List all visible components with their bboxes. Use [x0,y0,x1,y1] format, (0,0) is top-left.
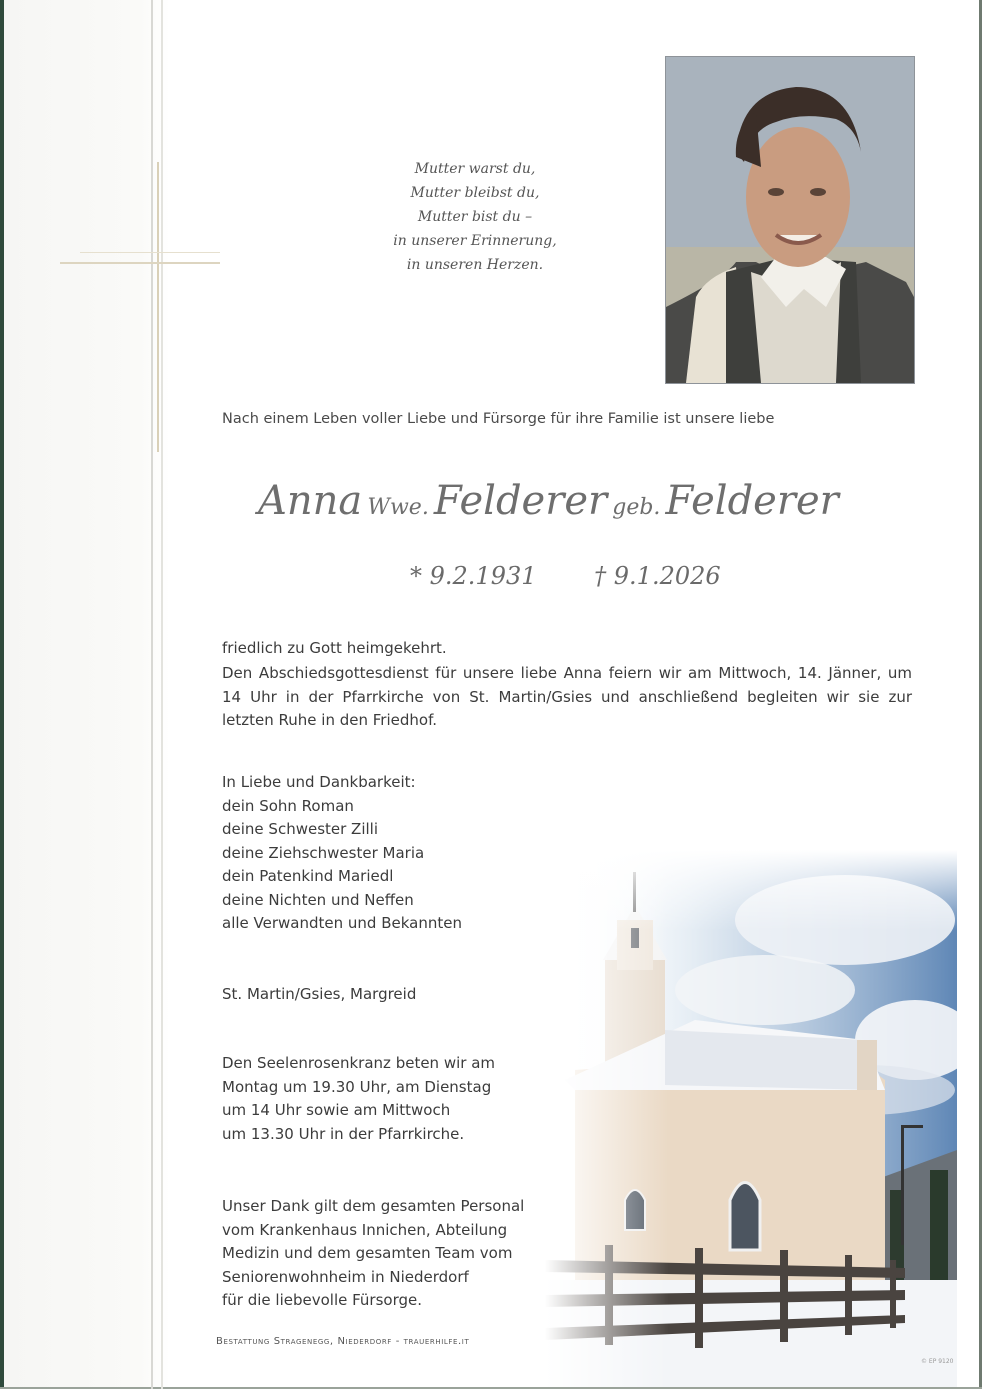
poem-line: Mutter bist du – [417,209,533,225]
family-line: In Liebe und Dankbarkeit: [222,773,416,791]
death-date: † 9.1.2026 [594,562,721,590]
family-line: deine Schwester Zilli [222,820,378,838]
memorial-poem [360,157,590,277]
cross-icon [157,162,159,452]
maiden-name: Felderer [665,478,839,524]
poem-line: Mutter bleibst du, [410,185,540,201]
portrait-illustration [666,57,914,383]
first-name: Anna [258,478,363,524]
widow-abbrev: Wwe. [367,495,429,520]
surname: Felderer [433,478,608,524]
vertical-line [161,0,163,1389]
family-line: deine Nichten und Neffen [222,890,414,909]
birth-date: * 9.2.1931 [410,562,537,590]
portrait-photo [665,56,915,384]
born-prefix: geb. [612,495,661,520]
cross-icon [60,262,220,264]
rosary-line: Montag um 19.30 Uhr, am Dienstag [222,1077,492,1096]
poem-line: Mutter warst du, [414,161,536,177]
intro-text: Nach einem Leben voller Liebe und Fürsorge für ihre Familie ist unsere liebe [222,411,775,427]
deceased-name [258,478,918,524]
place-line: St. Martin/Gsies, Margreid [222,985,417,1003]
funeral-home-footer: Bestattung Stragenegg, Niederdorf - trauerhilfe.it [216,1336,470,1347]
vertical-line [151,0,153,1389]
rosary-line: Den Seelenrosenkranz beten wir am [222,1054,496,1072]
rosary-line: um 13.30 Uhr in der Pfarrkirche. [222,1124,465,1143]
family-list [222,771,912,936]
rosary-line: um 14 Uhr sowie am Mittwoch [222,1101,451,1119]
cross-icon [80,252,220,253]
paragraph-funeral: Den Abschiedsgottesdienst für unsere liebe Anna feiern wir am Mittwoch, 14. Jänner, um 14 Uhr in der Pfarrkirche von St. Martin/Gsies und anschließend begleiten wir sie zur letzten Ruhe in den Friedhof. [222,664,912,729]
poem-line: in unseren Herzen. [406,257,544,273]
thanks-line: Seniorenwohnheim in Niederdorf [222,1267,469,1286]
print-code: © EP 9120 [921,1358,954,1365]
rosary-info [222,1052,912,1146]
thanks-note [222,1195,912,1313]
life-dates [410,562,810,590]
family-line: dein Patenkind Mariedl [222,867,394,885]
family-line: alle Verwandten und Bekannten [222,914,462,932]
family-line: dein Sohn Roman [222,796,354,815]
thanks-line: Unser Dank gilt dem gesamten Personal [222,1197,525,1215]
thanks-line: vom Krankenhaus Innichen, Abteilung [222,1220,508,1239]
left-edge [0,0,4,1389]
family-line: deine Ziehschwester Maria [222,843,425,862]
poem-line: in unserer Erinnerung, [393,233,557,249]
thanks-line: für die liebevolle Fürsorge. [222,1291,423,1309]
thanks-line: Medizin und dem gesamten Team vom [222,1244,513,1262]
paragraph-returned: friedlich zu Gott heimgekehrt. [222,639,447,657]
